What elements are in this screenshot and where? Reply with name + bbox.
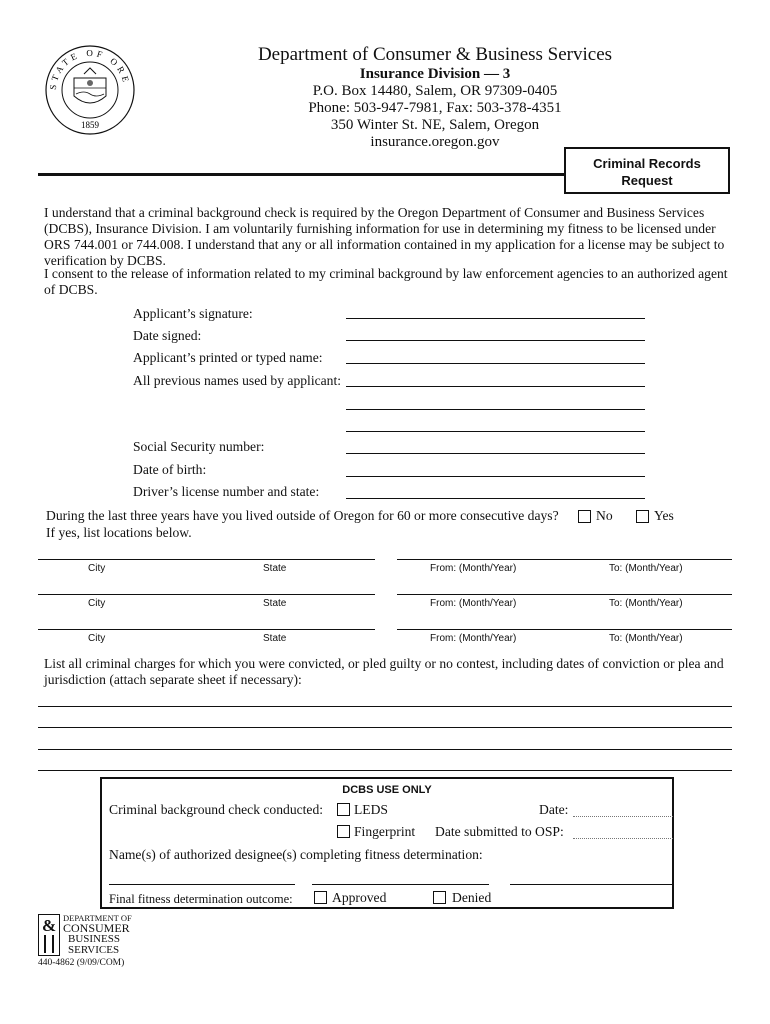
signature-label: Applicant’s signature: (133, 306, 253, 321)
location-row-1 (0, 559, 770, 583)
date-submitted-label: Date submitted to OSP: (435, 824, 564, 839)
date-label: Date: (539, 802, 569, 817)
residence-yes-checkbox[interactable] (636, 510, 649, 523)
printed-name-field[interactable] (346, 363, 645, 364)
dob-label: Date of birth: (133, 462, 207, 477)
form-title-line1: Criminal Records (593, 156, 701, 171)
dcbs-logo-mark (38, 914, 60, 956)
seal-text: STATE OF ORE (47, 47, 132, 91)
fingerprint-label: Fingerprint (354, 824, 416, 839)
approved-label: Approved (332, 890, 387, 905)
charges-line-2[interactable] (38, 727, 732, 728)
from-label: From: (Month/Year) (430, 563, 517, 574)
website: insurance.oregon.gov (370, 134, 500, 150)
charges-line-1[interactable] (38, 706, 732, 707)
designee-field-3[interactable] (510, 884, 673, 885)
license-label: Driver’s license number and state: (133, 484, 320, 499)
leds-label: LEDS (354, 802, 388, 817)
previous-names-field-1[interactable] (346, 386, 645, 387)
form-title-box (564, 147, 730, 194)
form-title-line2: Request (621, 173, 673, 188)
location-row-2 (0, 594, 770, 618)
consent-paragraph-1: I understand that a criminal background check is required by the Oregon Department of Consumer and Business Services (DCBS), Insurance Division. I am voluntarily furnishing information for use in determining my fitness to be licensed under ORS 744.001 or 744.008. I understand that any or all information contained in my application for a license may be subject to verification by DCBS. (44, 205, 725, 268)
date-field[interactable] (573, 816, 673, 817)
previous-names-label: All previous names used by applicant: (133, 373, 342, 388)
leds-checkbox[interactable] (337, 803, 350, 816)
location-city-state-field[interactable] (38, 629, 375, 630)
from-label: From: (Month/Year) (430, 633, 517, 644)
residence-no-label: No (596, 508, 613, 523)
location-dates-field[interactable] (397, 559, 732, 560)
state-label: State (263, 563, 287, 574)
location-dates-field[interactable] (397, 594, 732, 595)
header-rule (38, 173, 566, 176)
dcbs-logo-line4: SERVICES (68, 944, 120, 956)
designee-field-2[interactable] (312, 884, 489, 885)
charges-line-3[interactable] (38, 749, 732, 750)
charges-line-4[interactable] (38, 770, 732, 771)
previous-names-field-2[interactable] (346, 409, 645, 410)
dcbs-logo-line1: DEPARTMENT OF (63, 913, 132, 923)
seal-year: 1859 (81, 120, 99, 130)
denied-label: Denied (452, 890, 492, 905)
ssn-label: Social Security number: (133, 439, 265, 454)
license-field[interactable] (346, 498, 645, 499)
division-name: Insurance Division — 3 (359, 66, 511, 82)
street-address: 350 Winter St. NE, Salem, Oregon (330, 117, 540, 133)
to-label: To: (Month/Year) (609, 633, 683, 644)
mailing-address: P.O. Box 14480, Salem, OR 97309-0405 (312, 83, 558, 99)
residence-yes-label: Yes (654, 508, 674, 523)
previous-names-field-3[interactable] (346, 431, 645, 432)
to-label: To: (Month/Year) (609, 598, 683, 609)
dob-field[interactable] (346, 476, 645, 477)
location-row-3 (0, 629, 770, 653)
from-label: From: (Month/Year) (430, 598, 517, 609)
approved-checkbox[interactable] (314, 891, 327, 904)
city-label: City (88, 633, 106, 644)
consent-paragraph-2: I consent to the release of information related to my criminal background by law enforcement agencies to an authorized agent of DCBS. (44, 266, 728, 297)
printed-name-label: Applicant’s printed or typed name: (133, 350, 323, 365)
fingerprint-checkbox[interactable] (337, 825, 350, 838)
residence-question: During the last three years have you lived outside of Oregon for 60 or more consecutive days? (46, 508, 559, 523)
residence-no-checkbox[interactable] (578, 510, 591, 523)
residence-instruction: If yes, list locations below. (46, 525, 192, 540)
ssn-field[interactable] (346, 453, 645, 454)
dcbs-use-only-box (100, 777, 674, 909)
designees-label: Name(s) of authorized designee(s) completing fitness determination: (109, 847, 483, 862)
department-name: Department of Consumer & Business Services (257, 44, 613, 65)
to-label: To: (Month/Year) (609, 563, 683, 574)
dcbs-logo-line3: BUSINESS (68, 933, 120, 945)
date-signed-label: Date signed: (133, 328, 202, 343)
date-signed-field[interactable] (346, 340, 645, 341)
state-label: State (263, 598, 287, 609)
location-city-state-field[interactable] (38, 594, 375, 595)
check-conducted-label: Criminal background check conducted: (109, 802, 324, 817)
dcbs-logo-line2: CONSUMER (63, 921, 130, 935)
final-outcome-label: Final fitness determination outcome: (109, 892, 293, 906)
dcbs-logo (38, 914, 138, 958)
city-label: City (88, 563, 106, 574)
location-city-state-field[interactable] (38, 559, 375, 560)
location-dates-field[interactable] (397, 629, 732, 630)
signature-field[interactable] (346, 318, 645, 319)
oregon-state-seal (44, 44, 136, 136)
phone-fax: Phone: 503-947-7981, Fax: 503-378-4351 (308, 100, 562, 116)
denied-checkbox[interactable] (433, 891, 446, 904)
state-label: State (263, 633, 287, 644)
date-submitted-field[interactable] (573, 838, 673, 839)
dcbs-logo-amp: & (42, 916, 57, 935)
dcbs-use-only-title: DCBS USE ONLY (342, 784, 432, 796)
form-number: 440-4862 (9/09/COM) (38, 958, 125, 968)
designee-field-1[interactable] (109, 884, 295, 885)
charges-instruction: List all criminal charges for which you were convicted, or pled guilty or no contest, including dates of conviction or plea and jurisdiction (attach separate sheet if necessary): (44, 656, 724, 687)
city-label: City (88, 598, 106, 609)
